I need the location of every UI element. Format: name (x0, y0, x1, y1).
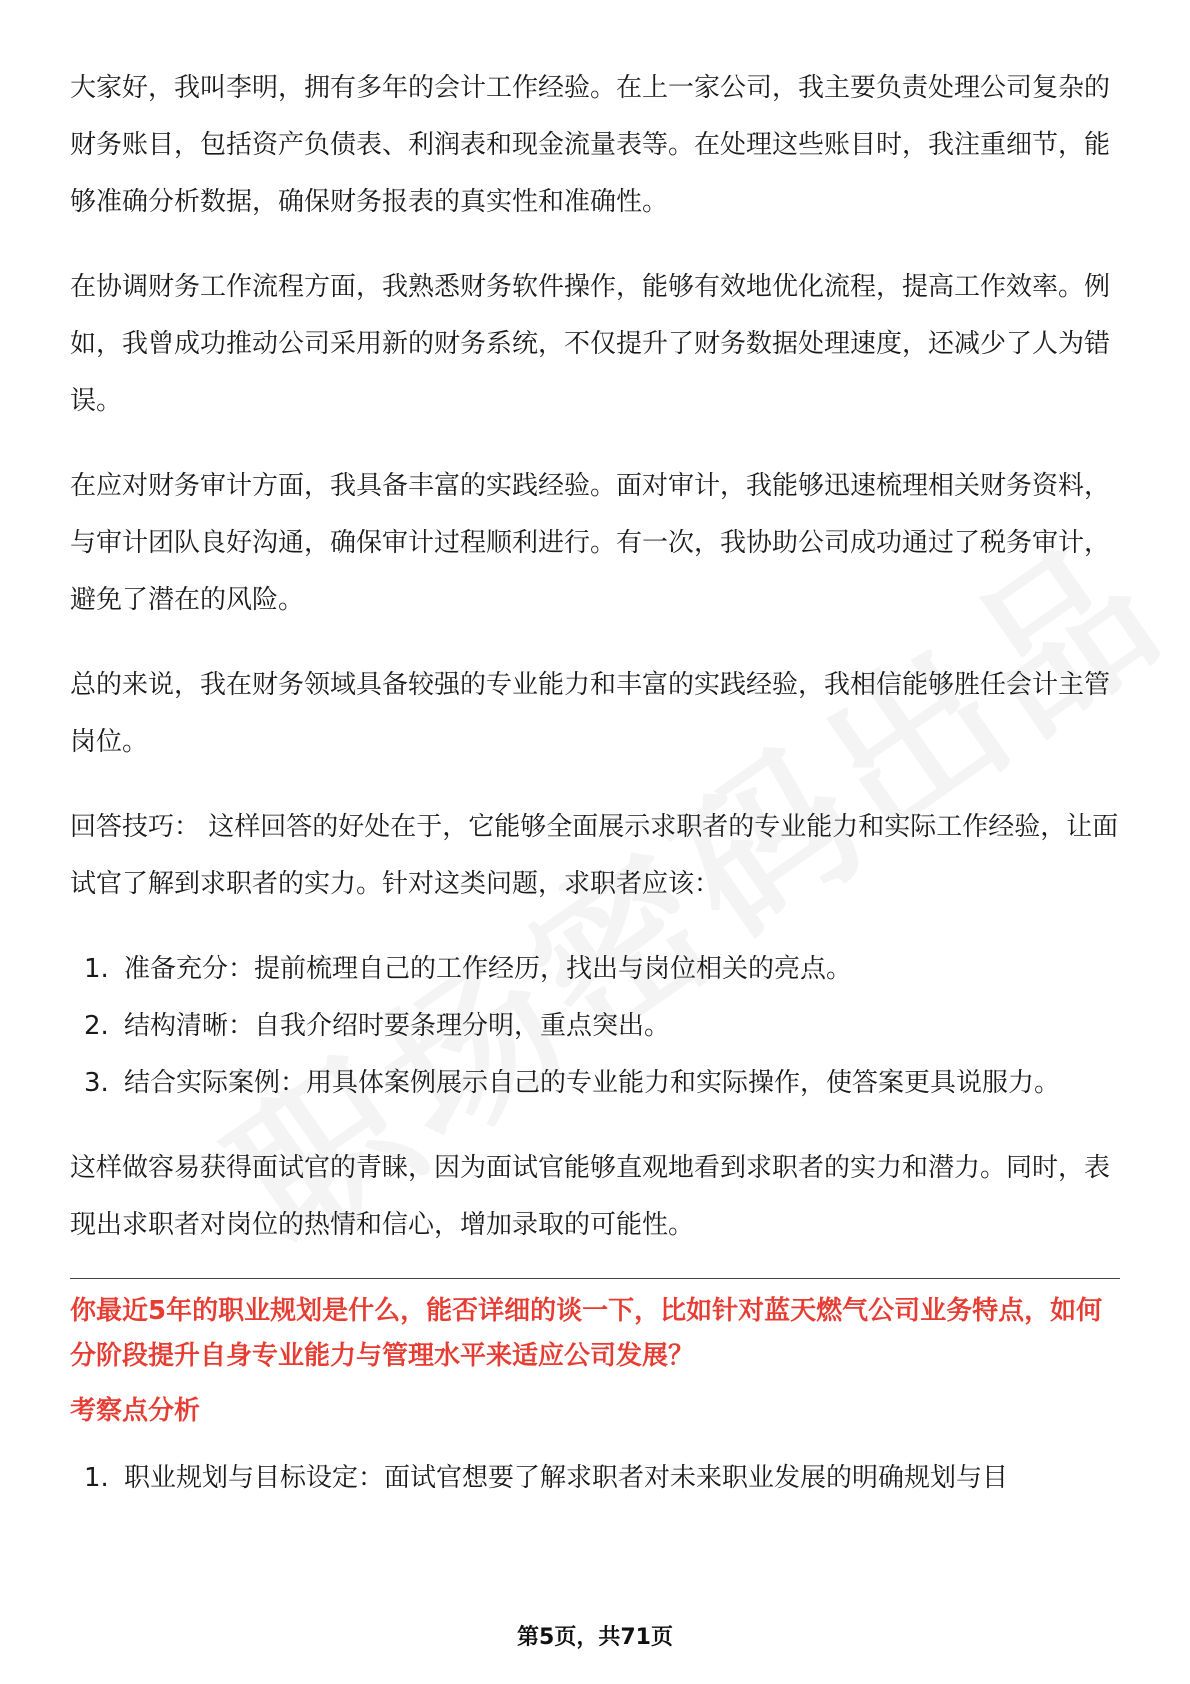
tips-list (70, 941, 1120, 1112)
analysis-heading: 考察点分析 (70, 1396, 201, 1426)
interview-question: 你最近5年的职业规划是什么，能否详细的谈一下，比如针对蓝天燃气公司业务特点，如何分阶段提升自身专业能力与管理水平来适应公司发展？ (70, 1296, 1103, 1371)
analysis-list (70, 1450, 1120, 1507)
list-number: 1. (84, 954, 109, 984)
list-number: 1. (84, 1463, 109, 1493)
paragraph-answer-tips: 回答技巧： 这样回答的好处在于，它能够全面展示求职者的专业能力和实际工作经验，让面试官了解到求职者的实力。针对这类问题，求职者应该： (70, 812, 1119, 899)
list-item-text: 职业规划与目标设定：面试官想要了解求职者对未来职业发展的明确规划与目 (124, 1463, 1009, 1493)
paragraph-audit: 在应对财务审计方面，我具备丰富的实践经验。面对审计，我能够迅速梳理相关财务资料，与审计团队良好沟通，确保审计过程顺利进行。有一次，我协助公司成功通过了税务审计，避免了潜在的风险。 (70, 471, 1111, 615)
paragraph-summary: 总的来说，我在财务领域具备较强的专业能力和丰富的实践经验，我相信能够胜任会计主管岗位。 (70, 670, 1111, 757)
list-item (70, 1055, 1120, 1112)
list-item-text: 结构清晰：自我介绍时要条理分明，重点突出。 (124, 1011, 671, 1041)
section-divider (70, 1278, 1120, 1279)
list-item (70, 998, 1120, 1055)
paragraph-intro: 大家好，我叫李明，拥有多年的会计工作经验。在上一家公司，我主要负责处理公司复杂的财务账目，包括资产负债表、利润表和现金流量表等。在处理这些账目时，我注重细节，能够准确分析数据，确保财务报表的真实性和准确性。 (70, 73, 1111, 217)
list-item (70, 941, 1120, 998)
list-item-text: 准备充分：提前梳理自己的工作经历，找出与岗位相关的亮点。 (124, 954, 853, 984)
list-number: 3. (84, 1068, 109, 1098)
paragraph-closing: 这样做容易获得面试官的青睐，因为面试官能够直观地看到求职者的实力和潜力。同时，表现出求职者对岗位的热情和信心，增加录取的可能性。 (70, 1153, 1111, 1240)
page-footer: 第5页，共71页 (517, 1625, 673, 1650)
paragraph-workflow: 在协调财务工作流程方面，我熟悉财务软件操作，能够有效地优化流程，提高工作效率。例如，我曾成功推动公司采用新的财务系统，不仅提升了财务数据处理速度，还减少了人为错误。 (70, 272, 1111, 416)
page-content (70, 60, 1120, 1507)
list-item (70, 1450, 1120, 1507)
list-number: 2. (84, 1011, 109, 1041)
list-item-text: 结合实际案例：用具体案例展示自己的专业能力和实际操作，使答案更具说服力。 (124, 1068, 1061, 1098)
